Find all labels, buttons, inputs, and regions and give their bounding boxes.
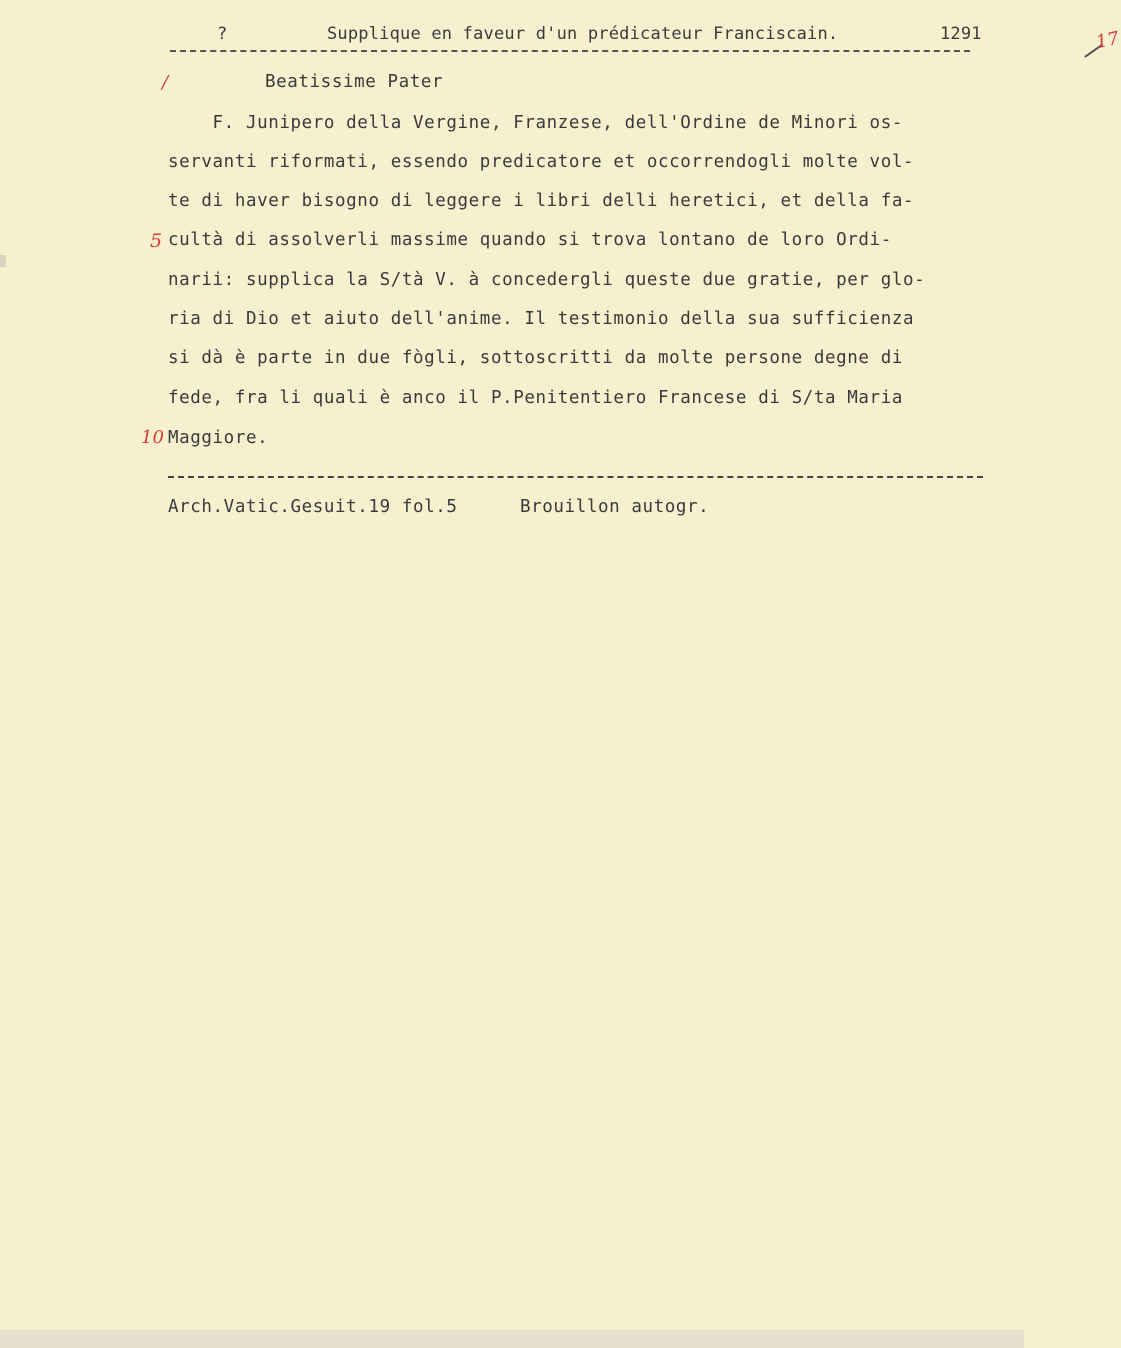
footer-note: Brouillon autogr. xyxy=(520,497,710,517)
header-divider xyxy=(170,50,970,52)
margin-line-number-5: 5 xyxy=(150,230,163,252)
header-page-number: 1291 xyxy=(940,24,982,44)
header-title: Supplique en faveur d'un prédicateur Franciscain. xyxy=(327,24,839,44)
handwritten-page-number: 17 xyxy=(1094,27,1121,54)
body-line: narii: supplica la S/tà V. à concedergli queste due gratie, per glo- xyxy=(168,270,926,290)
salutation: Beatissime Pater xyxy=(265,72,444,92)
paper-edge-mark xyxy=(0,255,6,267)
body-line: te di haver bisogno di leggere i libri delli heretici, et della fa- xyxy=(168,191,915,211)
header xyxy=(170,24,1121,54)
footer-divider xyxy=(168,476,983,478)
body-line: F. Junipero della Vergine, Franzese, dell'Ordine de Minori os- xyxy=(168,113,903,133)
margin-line-number-1: / xyxy=(162,72,169,93)
body-line: servanti riformati, essendo predicatore et occorrendogli molte vol- xyxy=(168,152,915,172)
archive-reference: Arch.Vatic.Gesuit.19 fol.5 xyxy=(168,497,458,517)
margin-line-number-10: 10 xyxy=(141,427,164,448)
body-line: si dà è parte in due fògli, sottoscritti da molte persone degne di xyxy=(168,348,903,368)
scan-bottom-edge xyxy=(0,1330,1024,1348)
body-line: fede, fra li quali è anco il P.Penitentiero Francese di S/ta Maria xyxy=(168,388,903,408)
body-line: ria di Dio et aiuto dell'anime. Il testimonio della sua sufficienza xyxy=(168,309,915,329)
body-line: Maggiore. xyxy=(168,428,269,448)
body-line: cultà di assolverli massime quando si trova lontano de loro Ordi- xyxy=(168,230,892,250)
header-question-mark: ? xyxy=(217,24,228,44)
